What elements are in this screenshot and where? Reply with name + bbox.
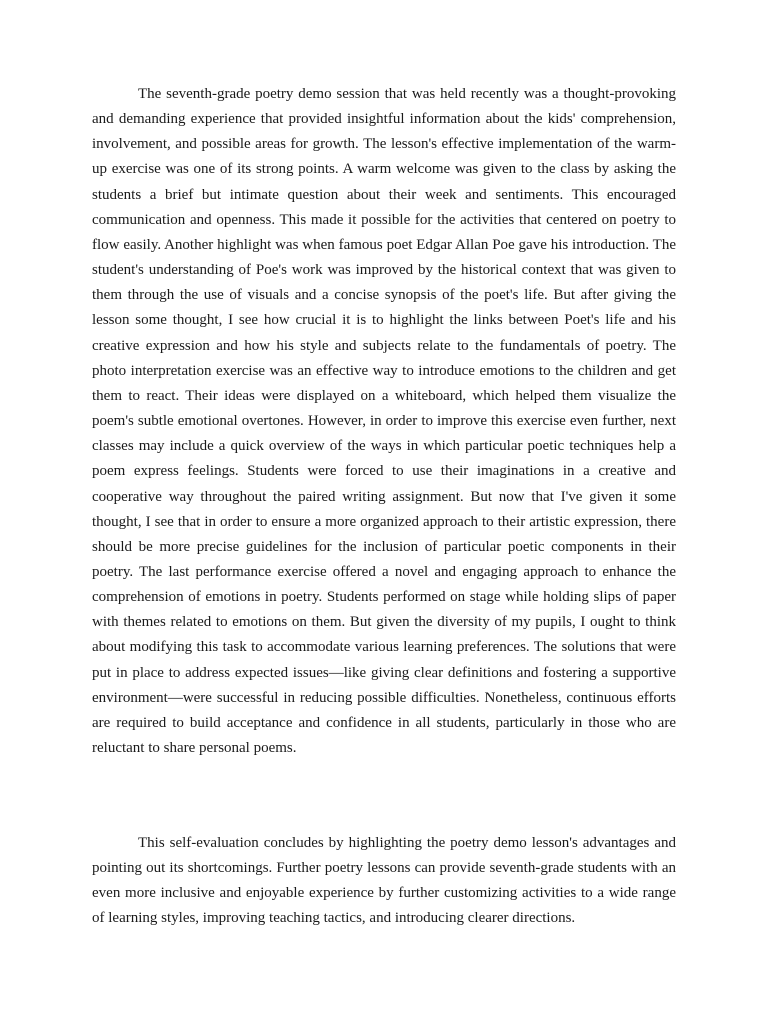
body-paragraph: The seventh-grade poetry demo session that was held recently was a thought-provoking and demanding experience that provided insightful information about the kids' comprehension, involvement, and possible areas for growth. The lesson's effective implementation of the warm-up exercise was one of its strong points. A warm welcome was given to the class by asking the students a brief but intimate question about their week and sentiments. This encouraged communication and openness. This made it possible for the activities that centered on poetry to flow easily. Another highlight was when famous poet Edgar Allan Poe gave his introduction. The student's understanding of Poe's work was improved by the historical context that was given to them through the use of visuals and a concise synopsis of the poet's life. But after giving the lesson some thought, I see how crucial it is to highlight the links between Poet's life and his creative expression and how his style and subjects relate to the fundamentals of poetry. The photo interpretation exercise was an effective way to introduce emotions to the children and get them to react. Their ideas were displayed on a whiteboard, which helped them visualize the poem's subtle emotional overtones. However, in order to improve this exercise even further, next classes may include a quick overview of the ways in which particular poetic techniques help a poem express feelings. Students were forced to use their imaginations in a creative and cooperative way throughout the paired writing assignment. But now that I've given it some thought, I see that in order to ensure a more organized approach to their artistic expression, there should be more precise guidelines for the inclusion of particular poetic components in their poetry. The last performance exercise offered a novel and engaging approach to enhance the comprehension of emotions in poetry. Students performed on stage while holding slips of paper with themes related to emotions on them. But given the diversity of my pupils, I ought to think about modifying this task to accommodate various learning preferences. The solutions that were put in place to address expected issues—like giving clear definitions and fostering a supportive environment—were successful in reducing possible difficulties. Nonetheless, continuous efforts are required to build acceptance and confidence in all students, particularly in those who are reluctant to share personal poems. [92, 86, 676, 757]
body-paragraph: This self-evaluation concludes by highlighting the poetry demo lesson's advantages and pointing out its shortcomings. Further poetry lessons can provide seventh-grade students with an even more inclusive and enjoyable experience by further customizing activities to a wide range of learning styles, improving teaching tactics, and introducing clearer directions. [92, 835, 676, 927]
